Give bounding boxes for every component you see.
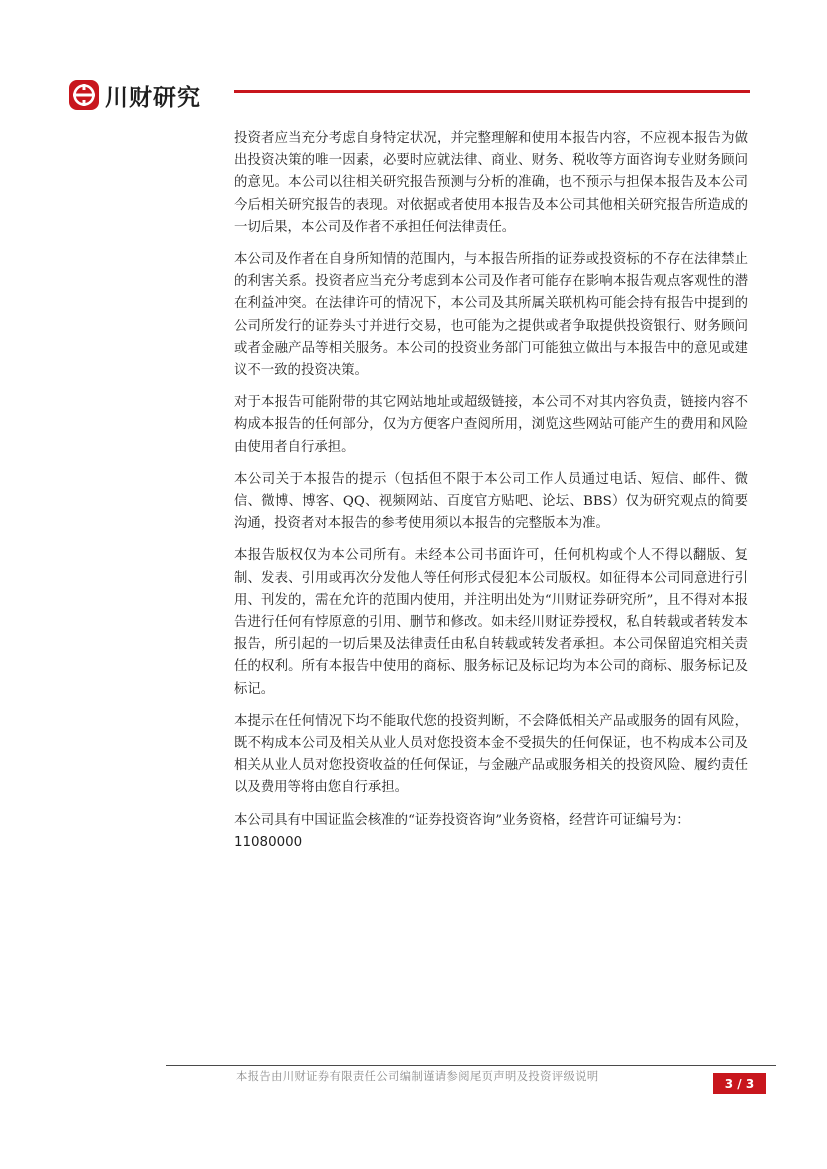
brand-name: 川财研究 <box>105 84 201 111</box>
sichuan-finance-logo-icon <box>68 79 100 111</box>
brand-logo <box>68 78 201 112</box>
disclaimer-paragraph: 本公司及作者在自身所知情的范围内，与本报告所指的证券或投资标的不存在法律禁止的利害关系。投资者应当充分考虑到本公司及作者可能存在影响本报告观点客观性的潜在利益冲突。在法律许可的情况下，本公司及其所属关联机构可能会持有报告中提到的公司所发行的证券头寸并进行交易，也可能为之提供或者争取提供投资银行、财务顾问或者金融产品等相关服务。本公司的投资业务部门可能独立做出与本报告中的意见或建议不一致的投资决策。 <box>234 252 748 379</box>
page-number-badge: 3 / 3 <box>713 1073 766 1094</box>
disclaimer-body <box>234 128 748 854</box>
disclaimer-paragraph: 对于本报告可能附带的其它网站地址或超级链接，本公司不对其内容负责，链接内容不构成本报告的任何部分，仅为方便客户查阅所用，浏览这些网站可能产生的费用和风险由使用者自行承担。 <box>234 395 748 455</box>
footer-divider <box>166 1065 776 1066</box>
footer-note: 本报告由川财证券有限责任公司编制谨请参阅尾页声明及投资评级说明 <box>236 1070 599 1083</box>
license-number: 11080000 <box>234 834 303 850</box>
disclaimer-paragraph: 本提示在任何情况下均不能取代您的投资判断，不会降低相关产品或服务的固有风险，既不构成本公司及相关从业人员对您投资本金不受损失的任何保证，也不构成本公司及相关从业人员对您投资收益的任何保证，与金融产品或服务相关的投资风险、履约责任以及费用等将由您自行承担。 <box>234 713 748 796</box>
header-divider <box>234 90 750 93</box>
disclaimer-paragraph: 本公司关于本报告的提示（包括但不限于本公司工作人员通过电话、短信、邮件、微信、微博、博客、QQ、视频网站、百度官方贴吧、论坛、BBS）仅为研究观点的简要沟通，投资者对本报告的参考使用须以本报告的完整版本为准。 <box>234 471 748 532</box>
disclaimer-paragraph: 投资者应当充分考虑自身特定状况，并完整理解和使用本报告内容，不应视本报告为做出投资决策的唯一因素，必要时应就法律、商业、财务、税收等方面咨询专业财务顾问的意见。本公司以往相关研究报告预测与分析的准确，也不预示与担保本报告及本公司今后相关研究报告的表现。对依据或者使用本报告及本公司其他相关研究报告所造成的一切后果，本公司及作者不承担任何法律责任。 <box>234 131 748 235</box>
license-statement: 本公司具有中国证监会核准的“证券投资咨询”业务资格，经营许可证编号为： <box>234 812 690 828</box>
disclaimer-paragraph: 本报告版权仅为本公司所有。未经本公司书面许可，任何机构或个人不得以翻版、复制、发表、引用或再次分发他人等任何形式侵犯本公司版权。如征得本公司同意进行引用、刊发的，需在允许的范围内使用，并注明出处为“川财证券研究所”，且不得对本报告进行任何有悖原意的引用、删节和修改。如未经川财证券授权，私自转载或者转发本报告，所引起的一切后果及法律责任由私自转载或转发者承担。本公司保留追究相关责任的权利。所有本报告中使用的商标、服务标记及标记均为本公司的商标、服务标记及标记。 <box>234 548 748 697</box>
